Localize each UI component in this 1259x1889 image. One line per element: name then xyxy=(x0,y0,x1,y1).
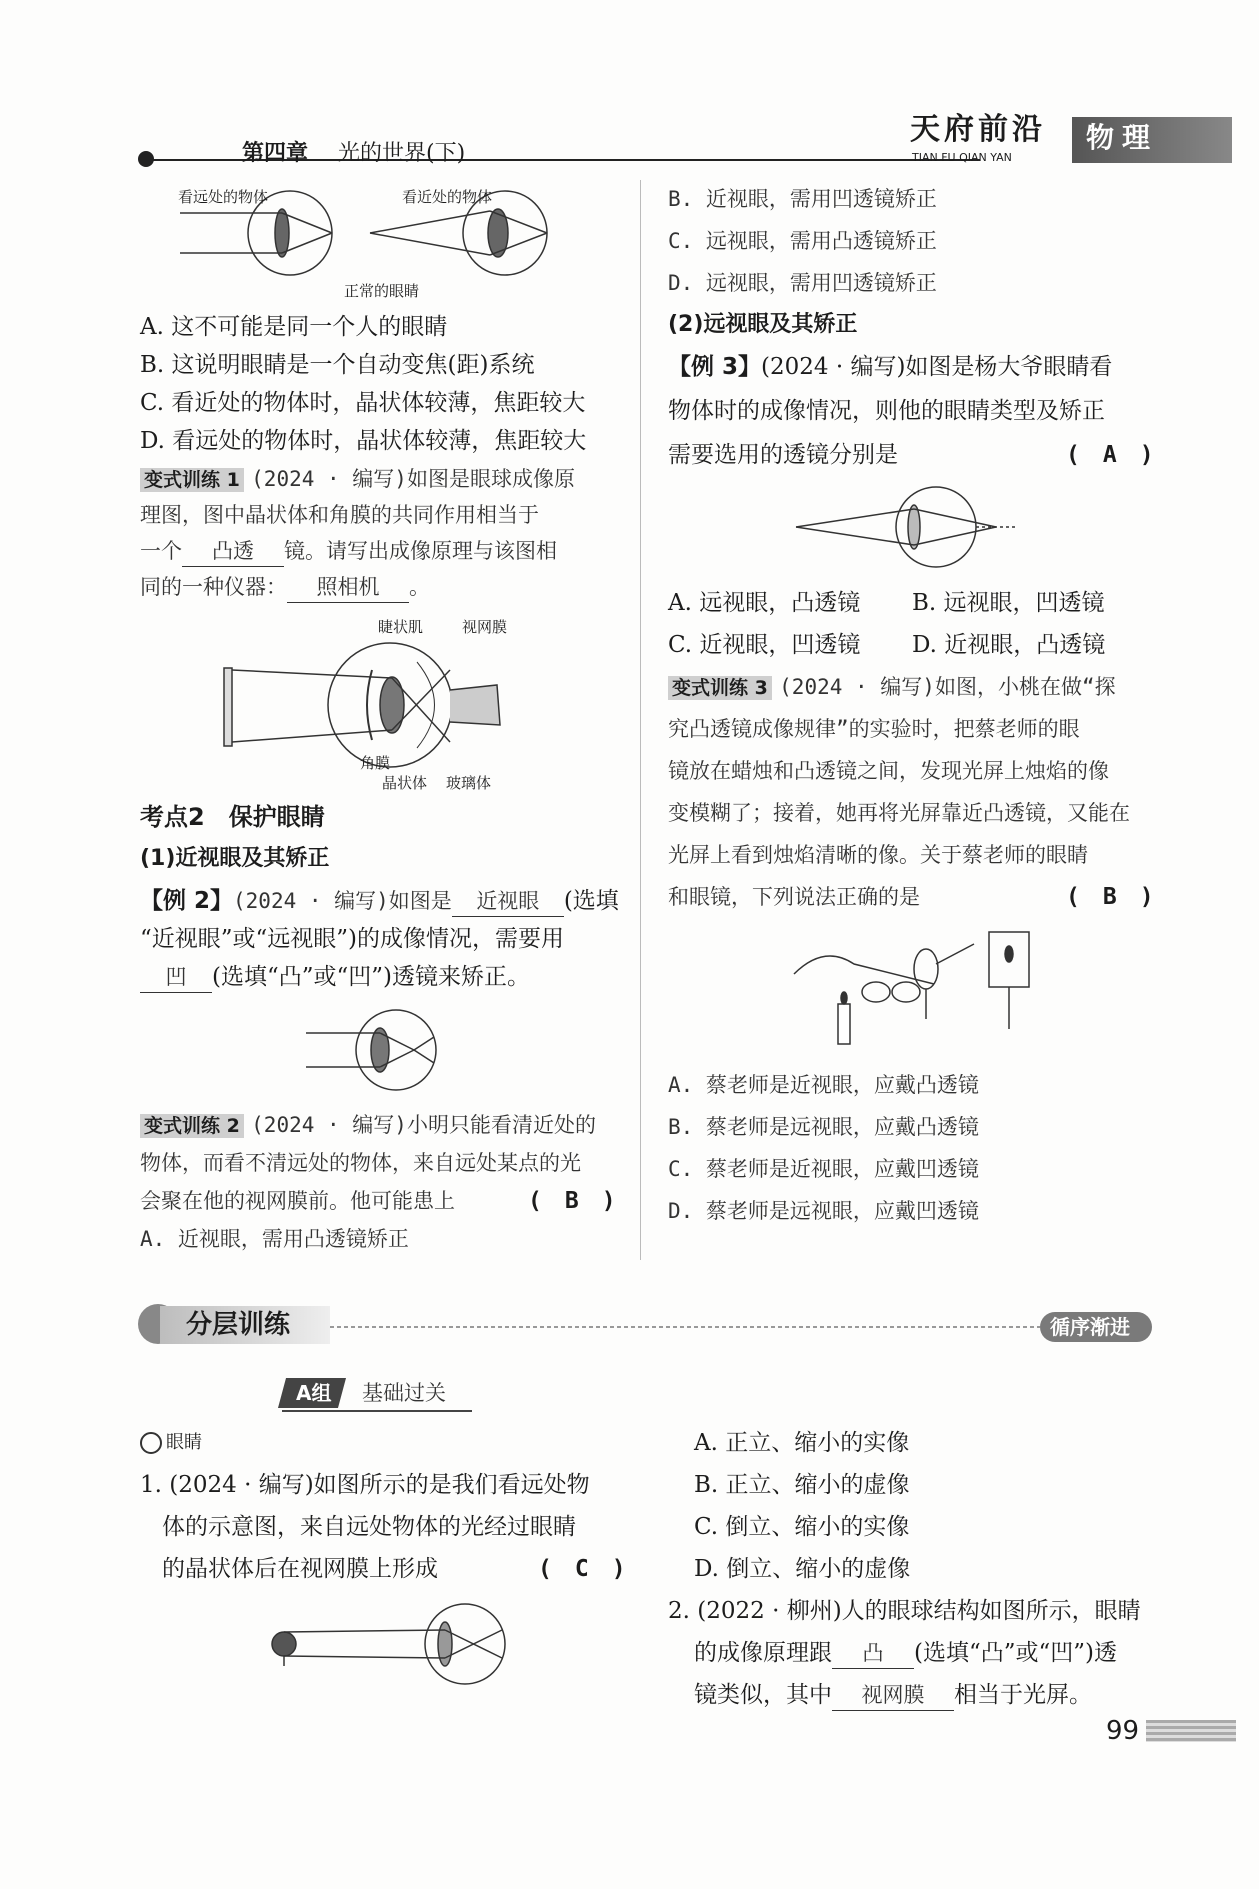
variant-2-text1: (2024 · 编写)小明只能看清近处的 xyxy=(251,1113,596,1137)
hand-holding-glasses xyxy=(794,956,934,984)
label-cornea: 角膜 xyxy=(360,754,391,772)
eye-topic-icon xyxy=(140,1432,162,1454)
example-2-l3-post: (选填“凸”或“凹”)透镜来矫正。 xyxy=(212,964,530,990)
option-b: B. 这说明眼睛是一个自动变焦(距)系统 xyxy=(140,352,535,378)
chapter-number: 第四章 xyxy=(242,141,309,166)
variant-1-line3-post: 镜。请写出成像原理与该图相 xyxy=(284,539,557,563)
example-2-line2: “近视眼”或“远视眼”)的成像情况，需要用 xyxy=(140,926,565,952)
hyperopia-eye-figure xyxy=(796,482,1036,572)
variant-1-line2: 理图，图中晶状体和角膜的共同作用相当于 xyxy=(140,503,539,527)
brand-pinyin: TIAN FU QIAN YAN xyxy=(912,151,1012,164)
variant-2-line1 xyxy=(140,1110,596,1141)
label-near-object: 看近处的物体 xyxy=(402,188,493,206)
variant-1-line4 xyxy=(140,572,430,603)
group-title-underline xyxy=(282,1410,472,1412)
example-2-l1-post: (选填 xyxy=(563,888,619,914)
variant-3-option-b: B. 蔡老师是远视眼，应戴凸透镜 xyxy=(668,1115,979,1139)
variant-1-line1 xyxy=(140,464,575,495)
example-3-option-a: A. 远视眼，凸透镜 xyxy=(668,590,861,616)
section-badge: 循序渐进 xyxy=(1050,1315,1130,1339)
example-2-text: (2024 · 编写)如图是 xyxy=(233,889,452,913)
question-2-l3-pre: 镜类似，其中 xyxy=(694,1682,832,1708)
example-3-line1 xyxy=(668,352,1112,382)
question-1-option-c: C. 倒立、缩小的实像 xyxy=(694,1514,910,1540)
subheading-hyperopia: (2)远视眼及其矫正 xyxy=(668,312,858,337)
variant-1-answer-2: 照相机 xyxy=(287,572,409,603)
example-3-option-b: B. 远视眼，凹透镜 xyxy=(912,590,1105,616)
example-3-option-c: C. 近视眼，凹透镜 xyxy=(668,632,861,658)
question-2-line3 xyxy=(694,1680,1092,1711)
label-lens: 晶状体 xyxy=(382,774,428,792)
question-2-answer-1: 凸 xyxy=(832,1638,914,1669)
subject-label: 物理 xyxy=(1086,121,1159,154)
myopia-eye-figure xyxy=(306,1005,446,1095)
variant-1-line3 xyxy=(140,536,557,567)
variant-2-option-b: B. 近视眼，需用凹透镜矫正 xyxy=(668,187,937,211)
variant-2-tag: 变式训练 2 xyxy=(140,1114,244,1138)
variant-2-option-c: C. 远视眼，需用凸透镜矫正 xyxy=(668,229,937,253)
question-1-option-a: A. 正立、缩小的实像 xyxy=(694,1430,910,1456)
variant-2-option-a: A. 近视眼，需用凸透镜矫正 xyxy=(140,1227,409,1251)
variant-2-option-d: D. 远视眼，需用凹透镜矫正 xyxy=(668,271,937,295)
variant-1-line3-pre: 一个 xyxy=(140,539,182,563)
question-2-answer-2: 视网膜 xyxy=(832,1680,954,1711)
variant-2-line3: 会聚在他的视网膜前。他可能患上 xyxy=(140,1189,455,1213)
question-1-line3: 的晶状体后在视网膜上形成 xyxy=(162,1556,438,1582)
brand-name: 天府前沿 xyxy=(910,112,1046,147)
variant-3-option-d: D. 蔡老师是远视眼，应戴凹透镜 xyxy=(668,1199,979,1223)
page-number: 99 xyxy=(1106,1716,1140,1746)
question-2-line1: 2. (2022 · 柳州)人的眼球结构如图所示，眼睛 xyxy=(668,1598,1141,1624)
variant-3-text1: (2024 · 编写)如图，小桃在做“探 xyxy=(779,675,1116,699)
example-2-line3 xyxy=(140,962,530,993)
question-1-line1: 1. (2024 · 编写)如图所示的是我们看远处物 xyxy=(140,1472,590,1498)
example-2-tag: 【例 2】 xyxy=(140,888,234,914)
variant-3-option-c: C. 蔡老师是近视眼，应戴凹透镜 xyxy=(668,1157,979,1181)
option-d: D. 看远处的物体时，晶状体较薄，焦距较大 xyxy=(140,428,587,454)
tree-object xyxy=(272,1632,296,1656)
variant-3-tag: 变式训练 3 xyxy=(668,676,772,700)
lens-experiment-figure xyxy=(784,924,1054,1054)
page-number-bar xyxy=(1146,1720,1236,1742)
question-1-option-d: D. 倒立、缩小的虚像 xyxy=(694,1556,911,1582)
example-3-tag: 【例 3】 xyxy=(668,354,762,380)
variant-1-line4-pre: 同的一种仪器： xyxy=(140,575,287,599)
figure-caption-normal-eye: 正常的眼睛 xyxy=(344,282,420,300)
example-3-line2: 物体时的成像情况，则他的眼睛类型及矫正 xyxy=(668,398,1105,424)
variant-1-line4-post: 。 xyxy=(409,575,430,599)
label-vitreous: 玻璃体 xyxy=(446,774,492,792)
variant-3-line1 xyxy=(668,672,1116,703)
example-3-text1: (2024 · 编写)如图是杨大爷眼睛看 xyxy=(761,354,1113,380)
subheading-myopia: (1)近视眼及其矫正 xyxy=(140,846,330,871)
question-1-line2: 体的示意图，来自远处物体的光经过眼睛 xyxy=(162,1514,576,1540)
question-1-answer: ( C ) xyxy=(538,1556,626,1582)
variant-1-tag: 变式训练 1 xyxy=(140,468,244,492)
variant-3-line5: 光屏上看到烛焰清晰的像。关于蔡老师的眼睛 xyxy=(668,843,1088,867)
example-3-answer: ( A ) xyxy=(1066,442,1154,468)
example-2-answer-2: 凹 xyxy=(140,962,212,993)
variant-3-line6: 和眼镜，下列说法正确的是 xyxy=(668,885,920,909)
label-ciliary-muscle: 睫状肌 xyxy=(378,618,424,636)
example-3-line3: 需要选用的透镜分别是 xyxy=(668,442,898,468)
question-2-l2-post: (选填“凸”或“凹”)透 xyxy=(914,1640,1117,1666)
variant-2-answer: ( B ) xyxy=(528,1188,616,1214)
variant-3-line2: 究凸透镜成像规律”的实验时，把蔡老师的眼 xyxy=(668,717,1080,741)
section-title: 分层训练 xyxy=(186,1310,291,1340)
candle xyxy=(838,1004,850,1044)
topic-label: 眼睛 xyxy=(166,1432,202,1453)
label-far-object: 看远处的物体 xyxy=(178,188,269,206)
example-2-answer-1: 近视眼 xyxy=(452,886,564,917)
variant-1-answer-1: 凸透 xyxy=(182,536,284,567)
variant-1-text1: (2024 · 编写)如图是眼球成像原 xyxy=(251,467,575,491)
question-2-line2 xyxy=(694,1638,1117,1669)
example-3-option-d: D. 近视眼，凸透镜 xyxy=(912,632,1106,658)
option-a: A. 这不可能是同一个人的眼睛 xyxy=(140,314,448,340)
label-retina: 视网膜 xyxy=(462,618,508,636)
column-divider xyxy=(640,180,641,1260)
variant-3-line4: 变模糊了；接着，她再将光屏靠近凸透镜，又能在 xyxy=(668,801,1130,825)
header xyxy=(0,95,1259,175)
example-2-line1 xyxy=(140,886,619,917)
option-c: C. 看近处的物体时，晶状体较薄，焦距较大 xyxy=(140,390,586,416)
section-banner xyxy=(130,1300,1160,1350)
question-1-option-b: B. 正立、缩小的虚像 xyxy=(694,1472,910,1498)
variant-3-answer: ( B ) xyxy=(1066,884,1154,910)
section-banner-rule xyxy=(330,1326,1040,1328)
variant-2-line2: 物体，而看不清远处的物体，来自远处某点的光 xyxy=(140,1151,581,1175)
group-tag-label: A组 xyxy=(296,1381,332,1405)
question-1-figure xyxy=(270,1600,520,1690)
group-title: 基础过关 xyxy=(362,1381,446,1405)
topic-heading-protect-eyes: 考点2 保护眼睛 xyxy=(140,803,325,831)
variant-3-option-a: A. 蔡老师是近视眼，应戴凸透镜 xyxy=(668,1073,979,1097)
chapter-title: 光的世界(下) xyxy=(338,141,466,166)
question-2-l2-pre: 的成像原理跟 xyxy=(694,1640,832,1666)
question-2-l3-post: 相当于光屏。 xyxy=(954,1682,1092,1708)
candle-object xyxy=(224,668,232,746)
variant-3-line3: 镜放在蜡烛和凸透镜之间，发现光屏上烛焰的像 xyxy=(668,759,1109,783)
convex-lens xyxy=(914,949,938,989)
